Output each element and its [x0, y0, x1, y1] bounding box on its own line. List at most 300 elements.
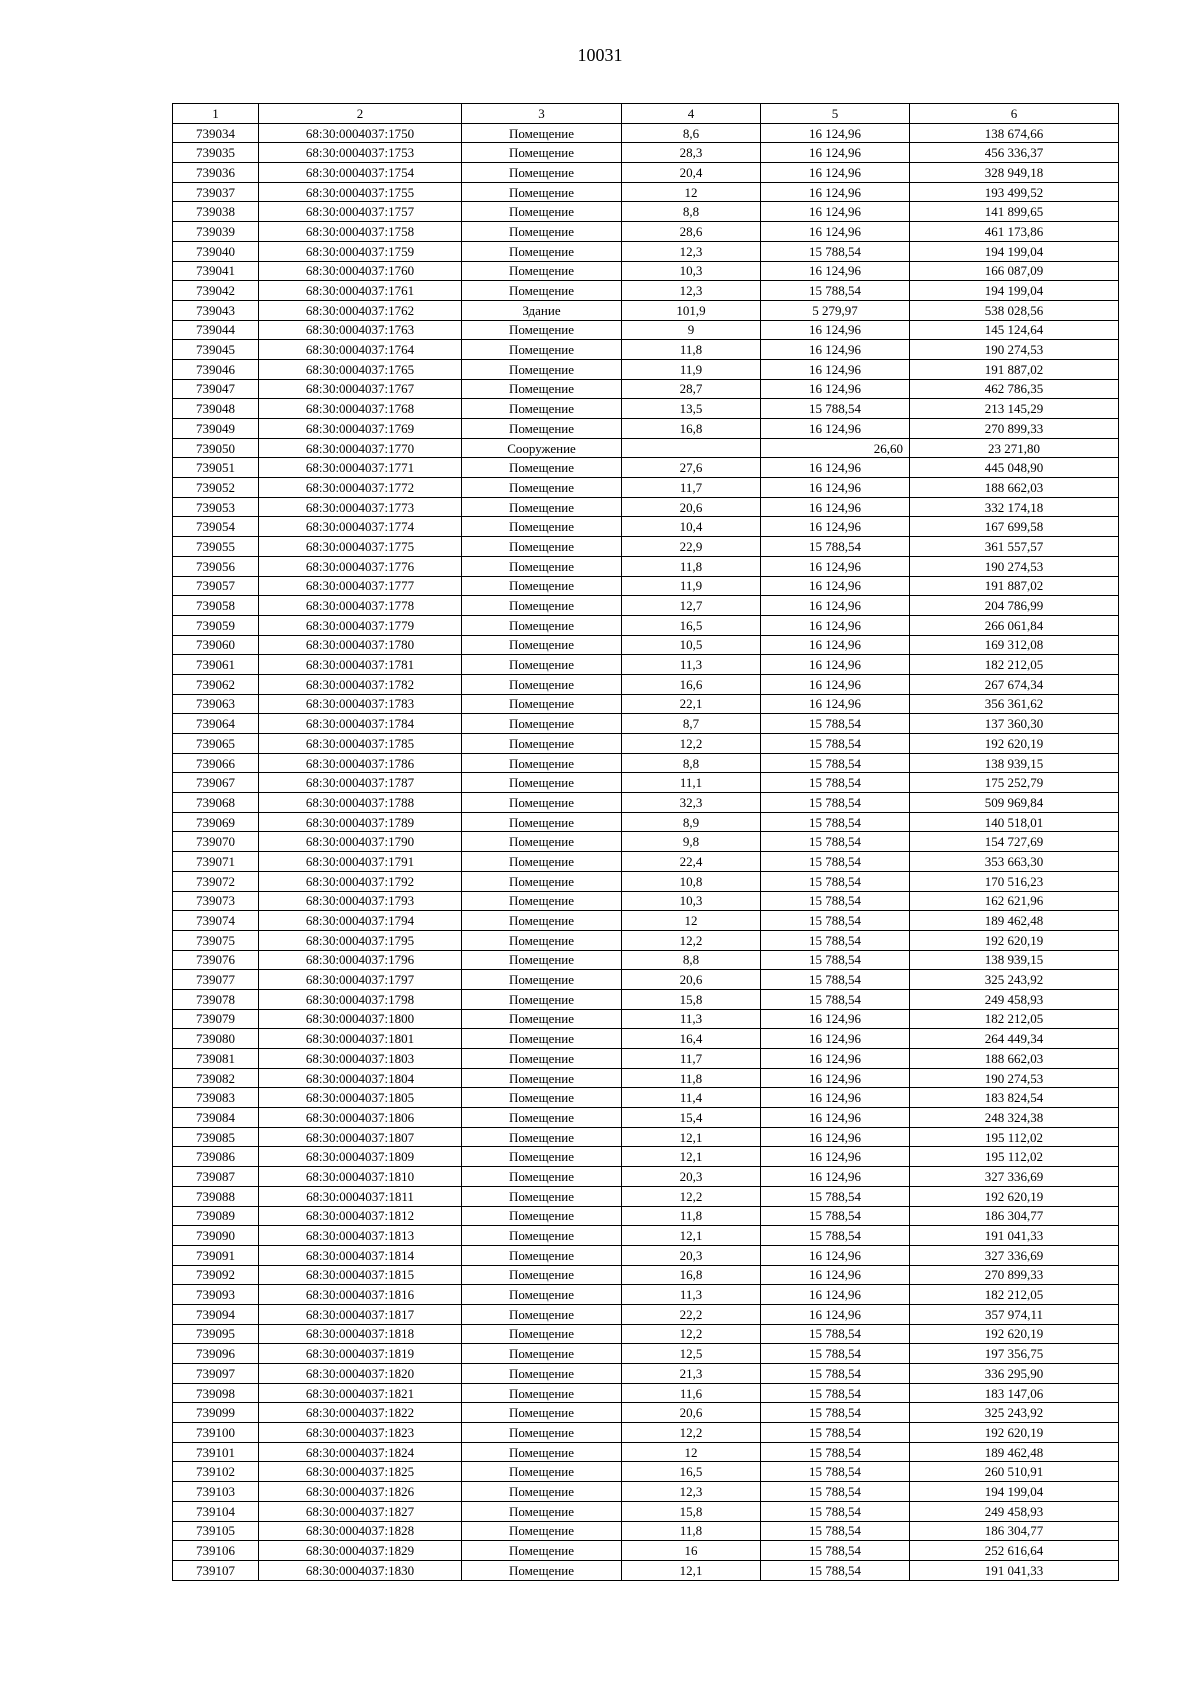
area-cell: 28,7	[622, 379, 761, 399]
table-row	[173, 458, 1119, 478]
object-type-cell: Помещение	[462, 891, 622, 911]
table-row	[173, 694, 1119, 714]
specific-value-cell: 16 124,96	[761, 497, 910, 517]
specific-value-cell: 16 124,96	[761, 1304, 910, 1324]
table-row	[173, 1364, 1119, 1384]
cadastral-number-cell: 68:30:0004037:1764	[259, 340, 462, 360]
specific-value-cell: 5 279,97	[761, 300, 910, 320]
specific-value-cell: 15 788,54	[761, 1462, 910, 1482]
specific-value-cell: 15 788,54	[761, 537, 910, 557]
cadastral-value-cell: 190 274,53	[910, 340, 1119, 360]
row-number-cell: 739065	[173, 734, 259, 754]
cadastral-number-cell: 68:30:0004037:1770	[259, 438, 462, 458]
area-cell: 101,9	[622, 300, 761, 320]
object-type-cell: Помещение	[462, 753, 622, 773]
specific-value-cell: 16 124,96	[761, 1285, 910, 1305]
object-type-cell: Помещение	[462, 1521, 622, 1541]
object-type-cell: Сооружение	[462, 438, 622, 458]
cadastral-value-cell: 538 028,56	[910, 300, 1119, 320]
row-number-cell: 739072	[173, 871, 259, 891]
row-number-cell: 739091	[173, 1245, 259, 1265]
table-row	[173, 1186, 1119, 1206]
object-type-cell: Помещение	[462, 478, 622, 498]
row-number-cell: 739059	[173, 615, 259, 635]
table-row	[173, 241, 1119, 261]
specific-value-cell: 16 124,96	[761, 1049, 910, 1069]
cadastral-value-cell: 192 620,19	[910, 1423, 1119, 1443]
specific-value-cell: 15 788,54	[761, 281, 910, 301]
cadastral-value-cell: 138 939,15	[910, 950, 1119, 970]
object-type-cell: Помещение	[462, 202, 622, 222]
area-cell: 27,6	[622, 458, 761, 478]
area-cell: 9	[622, 320, 761, 340]
area-cell: 11,9	[622, 359, 761, 379]
row-number-cell: 739085	[173, 1127, 259, 1147]
specific-value-cell: 15 788,54	[761, 891, 910, 911]
area-cell: 20,3	[622, 1167, 761, 1187]
cadastral-value-cell: 327 336,69	[910, 1167, 1119, 1187]
object-type-cell: Помещение	[462, 1364, 622, 1384]
cadastral-value-cell: 192 620,19	[910, 930, 1119, 950]
object-type-cell: Помещение	[462, 1029, 622, 1049]
area-cell: 12	[622, 182, 761, 202]
object-type-cell: Помещение	[462, 576, 622, 596]
cadastral-value-cell: 175 252,79	[910, 773, 1119, 793]
cadastral-value-cell: 166 087,09	[910, 261, 1119, 281]
object-type-cell: Помещение	[462, 596, 622, 616]
row-number-cell: 739073	[173, 891, 259, 911]
row-number-cell: 739102	[173, 1462, 259, 1482]
object-type-cell: Помещение	[462, 793, 622, 813]
area-cell: 12,2	[622, 1324, 761, 1344]
object-type-cell: Помещение	[462, 458, 622, 478]
cadastral-value-cell: 325 243,92	[910, 1403, 1119, 1423]
table-row	[173, 674, 1119, 694]
area-cell: 10,4	[622, 517, 761, 537]
table-row	[173, 537, 1119, 557]
cadastral-number-cell: 68:30:0004037:1768	[259, 399, 462, 419]
table-row	[173, 182, 1119, 202]
object-type-cell: Помещение	[462, 537, 622, 557]
cadastral-value-cell: 264 449,34	[910, 1029, 1119, 1049]
table-row	[173, 1403, 1119, 1423]
cadastral-value-cell: 141 899,65	[910, 202, 1119, 222]
cadastral-value-cell: 332 174,18	[910, 497, 1119, 517]
specific-value-cell: 15 788,54	[761, 1560, 910, 1580]
cadastral-value-cell: 248 324,38	[910, 1108, 1119, 1128]
row-number-cell: 739097	[173, 1364, 259, 1384]
area-cell: 11,8	[622, 556, 761, 576]
row-number-cell: 739052	[173, 478, 259, 498]
specific-value-cell: 16 124,96	[761, 458, 910, 478]
cadastral-value-cell: 270 899,33	[910, 1265, 1119, 1285]
area-cell: 11,4	[622, 1088, 761, 1108]
area-cell: 12,2	[622, 930, 761, 950]
area-cell: 11,3	[622, 1009, 761, 1029]
area-cell: 12	[622, 911, 761, 931]
object-type-cell: Помещение	[462, 320, 622, 340]
table-row	[173, 1245, 1119, 1265]
specific-value-cell: 15 788,54	[761, 399, 910, 419]
table-row	[173, 1324, 1119, 1344]
specific-value-cell: 16 124,96	[761, 143, 910, 163]
area-cell: 11,1	[622, 773, 761, 793]
object-type-cell: Помещение	[462, 812, 622, 832]
specific-value-cell: 16 124,96	[761, 1108, 910, 1128]
cadastral-value-cell: 267 674,34	[910, 674, 1119, 694]
object-type-cell: Помещение	[462, 655, 622, 675]
object-type-cell: Помещение	[462, 143, 622, 163]
specific-value-cell: 16 124,96	[761, 635, 910, 655]
table-row	[173, 950, 1119, 970]
cadastral-number-cell: 68:30:0004037:1793	[259, 891, 462, 911]
cadastral-value-cell: 327 336,69	[910, 1245, 1119, 1265]
cadastral-value-cell: 195 112,02	[910, 1147, 1119, 1167]
object-type-cell: Помещение	[462, 1462, 622, 1482]
object-type-cell: Помещение	[462, 1482, 622, 1502]
cadastral-value-cell: 249 458,93	[910, 1501, 1119, 1521]
cadastral-value-cell: 194 199,04	[910, 1482, 1119, 1502]
specific-value-cell: 16 124,96	[761, 576, 910, 596]
row-number-cell: 739076	[173, 950, 259, 970]
row-number-cell: 739077	[173, 970, 259, 990]
specific-value-cell: 15 788,54	[761, 1383, 910, 1403]
area-cell: 15,8	[622, 989, 761, 1009]
cadastral-number-cell: 68:30:0004037:1811	[259, 1186, 462, 1206]
row-number-cell: 739101	[173, 1442, 259, 1462]
object-type-cell: Помещение	[462, 1324, 622, 1344]
table-row	[173, 1127, 1119, 1147]
cadastral-value-cell: 169 312,08	[910, 635, 1119, 655]
specific-value-cell: 15 788,54	[761, 714, 910, 734]
cadastral-number-cell: 68:30:0004037:1798	[259, 989, 462, 1009]
row-number-cell: 739040	[173, 241, 259, 261]
table-row	[173, 1521, 1119, 1541]
object-type-cell: Помещение	[462, 281, 622, 301]
specific-value-cell: 15 788,54	[761, 871, 910, 891]
cadastral-value-cell: 154 727,69	[910, 832, 1119, 852]
cadastral-number-cell: 68:30:0004037:1775	[259, 537, 462, 557]
cadastral-number-cell: 68:30:0004037:1828	[259, 1521, 462, 1541]
object-type-cell: Помещение	[462, 1245, 622, 1265]
cadastral-value-cell: 445 048,90	[910, 458, 1119, 478]
specific-value-cell: 16 124,96	[761, 379, 910, 399]
cadastral-value-cell: 249 458,93	[910, 989, 1119, 1009]
table-row	[173, 1304, 1119, 1324]
cadastral-value-cell: 357 974,11	[910, 1304, 1119, 1324]
area-cell: 12,3	[622, 1482, 761, 1502]
area-cell: 12,7	[622, 596, 761, 616]
table-row	[173, 812, 1119, 832]
cadastral-value-cell: 270 899,33	[910, 419, 1119, 439]
row-number-cell: 739058	[173, 596, 259, 616]
area-cell: 11,9	[622, 576, 761, 596]
specific-value-cell: 15 788,54	[761, 1442, 910, 1462]
object-type-cell: Помещение	[462, 379, 622, 399]
area-cell: 16,6	[622, 674, 761, 694]
cadastral-value-cell: 252 616,64	[910, 1541, 1119, 1561]
specific-value-cell: 15 788,54	[761, 1206, 910, 1226]
table-row	[173, 655, 1119, 675]
cadastral-value-cell: 204 786,99	[910, 596, 1119, 616]
row-number-cell: 739074	[173, 911, 259, 931]
cadastral-number-cell: 68:30:0004037:1788	[259, 793, 462, 813]
cadastral-number-cell: 68:30:0004037:1796	[259, 950, 462, 970]
area-cell: 11,8	[622, 340, 761, 360]
cadastral-number-cell: 68:30:0004037:1822	[259, 1403, 462, 1423]
row-number-cell: 739036	[173, 163, 259, 183]
cadastral-number-cell: 68:30:0004037:1809	[259, 1147, 462, 1167]
area-cell: 10,3	[622, 261, 761, 281]
cadastral-number-cell: 68:30:0004037:1758	[259, 222, 462, 242]
area-cell: 11,6	[622, 1383, 761, 1403]
cadastral-number-cell: 68:30:0004037:1765	[259, 359, 462, 379]
area-cell: 12,1	[622, 1127, 761, 1147]
object-type-cell: Помещение	[462, 1186, 622, 1206]
cadastral-number-cell: 68:30:0004037:1800	[259, 1009, 462, 1029]
specific-value-cell: 15 788,54	[761, 793, 910, 813]
row-number-cell: 739044	[173, 320, 259, 340]
cadastral-number-cell: 68:30:0004037:1769	[259, 419, 462, 439]
cadastral-number-cell: 68:30:0004037:1779	[259, 615, 462, 635]
cadastral-number-cell: 68:30:0004037:1830	[259, 1560, 462, 1580]
cadastral-number-cell: 68:30:0004037:1801	[259, 1029, 462, 1049]
specific-value-cell: 16 124,96	[761, 1088, 910, 1108]
area-cell: 32,3	[622, 793, 761, 813]
table-row	[173, 1560, 1119, 1580]
area-cell: 20,6	[622, 970, 761, 990]
cadastral-number-cell: 68:30:0004037:1777	[259, 576, 462, 596]
area-cell: 12,5	[622, 1344, 761, 1364]
cadastral-value-cell: 509 969,84	[910, 793, 1119, 813]
cadastral-number-cell: 68:30:0004037:1760	[259, 261, 462, 281]
row-number-cell: 739037	[173, 182, 259, 202]
table-row	[173, 143, 1119, 163]
area-cell: 13,5	[622, 399, 761, 419]
row-number-cell: 739089	[173, 1206, 259, 1226]
area-cell: 12	[622, 1442, 761, 1462]
table-row	[173, 163, 1119, 183]
cadastral-value-cell: 170 516,23	[910, 871, 1119, 891]
row-number-cell: 739084	[173, 1108, 259, 1128]
cadastral-number-cell: 68:30:0004037:1804	[259, 1068, 462, 1088]
cadastral-value-cell: 260 510,91	[910, 1462, 1119, 1482]
object-type-cell: Помещение	[462, 734, 622, 754]
table-row	[173, 1088, 1119, 1108]
object-type-cell: Помещение	[462, 163, 622, 183]
cadastral-number-cell: 68:30:0004037:1794	[259, 911, 462, 931]
object-type-cell: Помещение	[462, 497, 622, 517]
row-number-cell: 739046	[173, 359, 259, 379]
cadastral-number-cell: 68:30:0004037:1813	[259, 1226, 462, 1246]
table-row	[173, 1009, 1119, 1029]
cadastral-number-cell: 68:30:0004037:1755	[259, 182, 462, 202]
row-number-cell: 739067	[173, 773, 259, 793]
table-row	[173, 852, 1119, 872]
specific-value-cell: 16 124,96	[761, 1029, 910, 1049]
row-number-cell: 739104	[173, 1501, 259, 1521]
table-row	[173, 1423, 1119, 1443]
row-number-cell: 739087	[173, 1167, 259, 1187]
object-type-cell: Помещение	[462, 615, 622, 635]
area-cell: 16	[622, 1541, 761, 1561]
area-cell: 11,7	[622, 1049, 761, 1069]
area-cell: 11,3	[622, 655, 761, 675]
row-number-cell: 739081	[173, 1049, 259, 1069]
object-type-cell: Помещение	[462, 832, 622, 852]
specific-value-cell: 16 124,96	[761, 1147, 910, 1167]
row-number-cell: 739034	[173, 123, 259, 143]
table-row	[173, 419, 1119, 439]
row-number-cell: 739050	[173, 438, 259, 458]
object-type-cell: Помещение	[462, 970, 622, 990]
object-type-cell: Помещение	[462, 261, 622, 281]
area-cell: 8,8	[622, 202, 761, 222]
specific-value-cell: 15 788,54	[761, 1482, 910, 1502]
object-type-cell: Помещение	[462, 1383, 622, 1403]
row-number-cell: 739054	[173, 517, 259, 537]
specific-value-cell: 15 788,54	[761, 950, 910, 970]
row-number-cell: 739080	[173, 1029, 259, 1049]
area-cell: 11,7	[622, 478, 761, 498]
cadastral-number-cell: 68:30:0004037:1762	[259, 300, 462, 320]
cadastral-number-cell: 68:30:0004037:1815	[259, 1265, 462, 1285]
table-row	[173, 123, 1119, 143]
object-type-cell: Помещение	[462, 1541, 622, 1561]
table-row	[173, 379, 1119, 399]
cadastral-number-cell: 68:30:0004037:1791	[259, 852, 462, 872]
specific-value-cell: 15 788,54	[761, 1344, 910, 1364]
table-row	[173, 970, 1119, 990]
object-type-cell: Помещение	[462, 1108, 622, 1128]
table-row	[173, 1541, 1119, 1561]
row-number-cell: 739100	[173, 1423, 259, 1443]
specific-value-cell: 16 124,96	[761, 1009, 910, 1029]
table-row	[173, 1482, 1119, 1502]
specific-value-cell: 15 788,54	[761, 1423, 910, 1443]
cadastral-value-cell: 456 336,37	[910, 143, 1119, 163]
table-row	[173, 399, 1119, 419]
cadastral-value-cell: 189 462,48	[910, 1442, 1119, 1462]
row-number-cell: 739088	[173, 1186, 259, 1206]
cadastral-number-cell: 68:30:0004037:1750	[259, 123, 462, 143]
specific-value-cell: 16 124,96	[761, 261, 910, 281]
specific-value-cell: 16 124,96	[761, 1127, 910, 1147]
cadastral-value-cell: 182 212,05	[910, 1285, 1119, 1305]
row-number-cell: 739094	[173, 1304, 259, 1324]
cadastral-number-cell: 68:30:0004037:1789	[259, 812, 462, 832]
row-number-cell: 739078	[173, 989, 259, 1009]
specific-value-cell: 16 124,96	[761, 655, 910, 675]
specific-value-cell: 16 124,96	[761, 419, 910, 439]
table-row	[173, 753, 1119, 773]
row-number-cell: 739064	[173, 714, 259, 734]
object-type-cell: Помещение	[462, 635, 622, 655]
specific-value-cell: 16 124,96	[761, 359, 910, 379]
cadastral-value-cell: 140 518,01	[910, 812, 1119, 832]
object-type-cell: Помещение	[462, 1049, 622, 1069]
row-number-cell: 739103	[173, 1482, 259, 1502]
area-cell: 22,9	[622, 537, 761, 557]
object-type-cell: Помещение	[462, 1167, 622, 1187]
specific-value-cell: 16 124,96	[761, 340, 910, 360]
specific-value-cell: 15 788,54	[761, 911, 910, 931]
specific-value-cell: 15 788,54	[761, 812, 910, 832]
cadastral-number-cell: 68:30:0004037:1810	[259, 1167, 462, 1187]
cadastral-number-cell: 68:30:0004037:1761	[259, 281, 462, 301]
area-cell: 12,3	[622, 281, 761, 301]
row-number-cell: 739048	[173, 399, 259, 419]
cadastral-value-cell: 336 295,90	[910, 1364, 1119, 1384]
object-type-cell: Помещение	[462, 241, 622, 261]
cadastral-number-cell: 68:30:0004037:1807	[259, 1127, 462, 1147]
cadastral-number-cell: 68:30:0004037:1825	[259, 1462, 462, 1482]
cadastral-value-cell: 191 887,02	[910, 576, 1119, 596]
area-cell: 12,2	[622, 734, 761, 754]
table-row	[173, 714, 1119, 734]
object-type-cell: Помещение	[462, 1127, 622, 1147]
table-row	[173, 359, 1119, 379]
specific-value-cell: 16 124,96	[761, 202, 910, 222]
row-number-cell: 739093	[173, 1285, 259, 1305]
row-number-cell: 739051	[173, 458, 259, 478]
table-row	[173, 1029, 1119, 1049]
cadastral-number-cell: 68:30:0004037:1829	[259, 1541, 462, 1561]
area-cell: 22,4	[622, 852, 761, 872]
row-number-cell: 739105	[173, 1521, 259, 1541]
cadastral-number-cell: 68:30:0004037:1778	[259, 596, 462, 616]
specific-value-cell: 15 788,54	[761, 852, 910, 872]
cadastral-number-cell: 68:30:0004037:1820	[259, 1364, 462, 1384]
specific-value-cell: 16 124,96	[761, 163, 910, 183]
cadastral-number-cell: 68:30:0004037:1753	[259, 143, 462, 163]
row-number-cell: 739053	[173, 497, 259, 517]
cadastral-value-cell: 213 145,29	[910, 399, 1119, 419]
object-type-cell: Здание	[462, 300, 622, 320]
table-row	[173, 320, 1119, 340]
cadastral-number-cell: 68:30:0004037:1823	[259, 1423, 462, 1443]
cadastral-value-cell: 138 939,15	[910, 753, 1119, 773]
cadastral-value-cell: 138 674,66	[910, 123, 1119, 143]
specific-value-cell: 15 788,54	[761, 1364, 910, 1384]
cadastral-value-cell: 192 620,19	[910, 1186, 1119, 1206]
row-number-cell: 739060	[173, 635, 259, 655]
specific-value-cell: 16 124,96	[761, 222, 910, 242]
row-number-cell: 739038	[173, 202, 259, 222]
cadastral-number-cell: 68:30:0004037:1817	[259, 1304, 462, 1324]
table-row	[173, 596, 1119, 616]
specific-value-cell: 15 788,54	[761, 241, 910, 261]
table-row	[173, 832, 1119, 852]
row-number-cell: 739057	[173, 576, 259, 596]
table-row	[173, 615, 1119, 635]
table-row	[173, 556, 1119, 576]
specific-value-cell: 15 788,54	[761, 970, 910, 990]
row-number-cell: 739042	[173, 281, 259, 301]
cadastral-value-cell: 183 824,54	[910, 1088, 1119, 1108]
table-row	[173, 1068, 1119, 1088]
object-type-cell: Помещение	[462, 340, 622, 360]
cadastral-number-cell: 68:30:0004037:1780	[259, 635, 462, 655]
cadastral-number-cell: 68:30:0004037:1819	[259, 1344, 462, 1364]
table-row	[173, 300, 1119, 320]
cadastral-number-cell: 68:30:0004037:1782	[259, 674, 462, 694]
object-type-cell: Помещение	[462, 1265, 622, 1285]
cadastral-number-cell: 68:30:0004037:1783	[259, 694, 462, 714]
cadastral-value-cell: 191 041,33	[910, 1226, 1119, 1246]
specific-value-cell: 16 124,96	[761, 615, 910, 635]
object-type-cell: Помещение	[462, 1501, 622, 1521]
